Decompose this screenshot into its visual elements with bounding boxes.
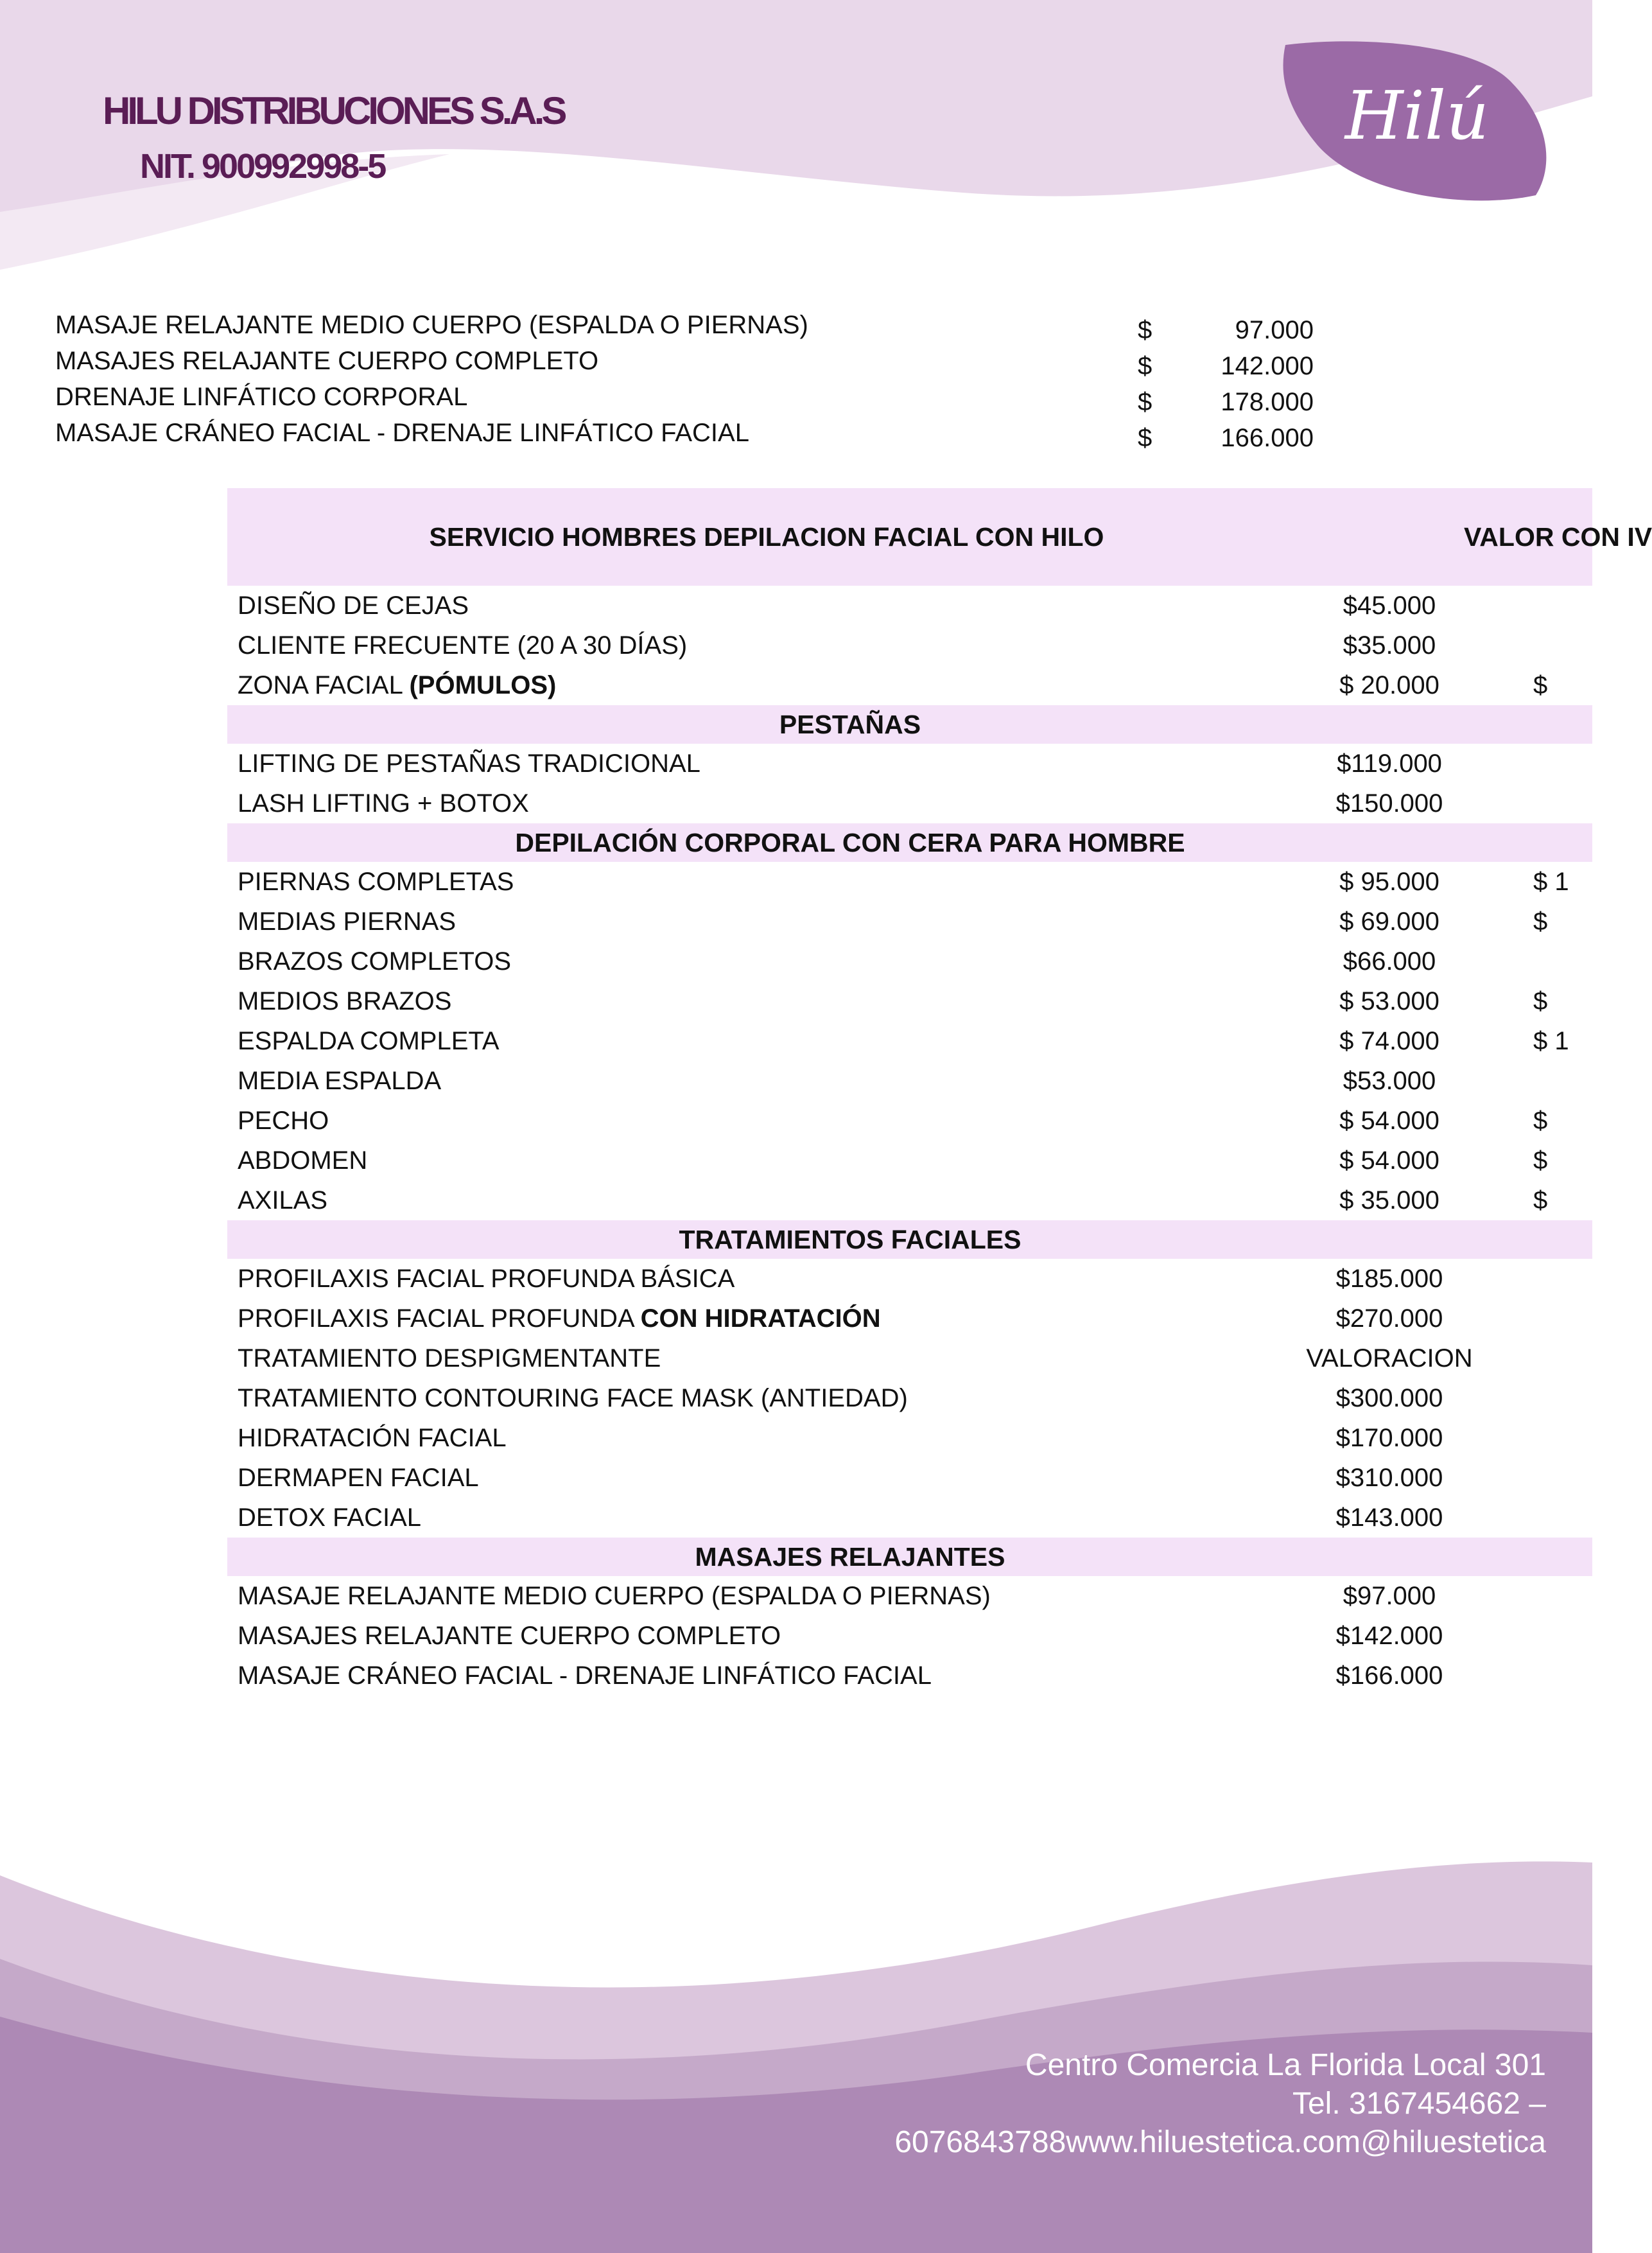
service-extra [1473, 784, 1592, 823]
service-name: LASH LIFTING + BOTOX [238, 789, 529, 818]
service-price: $300.000 [1335, 1383, 1443, 1412]
service-name: MEDIAS PIERNAS [238, 907, 456, 936]
table-header-row [227, 488, 1592, 586]
service-price: $ 95.000 [1339, 867, 1439, 896]
table-row [227, 1101, 1592, 1141]
service-extra: $ [1533, 907, 1548, 936]
service-extra: $ [1533, 986, 1548, 1015]
service-extra: $ 1 [1533, 867, 1569, 896]
service-extra [1473, 1259, 1592, 1299]
service-name: PROFILAXIS FACIAL PROFUNDA BÁSICA [238, 1264, 735, 1293]
table-row [227, 981, 1592, 1021]
service-price: $185.000 [1335, 1264, 1443, 1293]
service-name: MEDIOS BRAZOS [238, 986, 452, 1015]
service-name: ZONA FACIAL [238, 671, 410, 699]
service-extra: $ [1533, 1106, 1548, 1135]
service-name: PIERNAS COMPLETAS [238, 867, 514, 896]
service-extra: $ 1 [1533, 1026, 1569, 1055]
footer-contact [776, 2046, 1546, 2162]
top-item-value: 178.000 [1221, 388, 1314, 416]
logo-wordmark: Hilú [1344, 76, 1490, 155]
table-row [227, 744, 1592, 784]
service-name: ABDOMEN [238, 1146, 368, 1175]
table-row [227, 586, 1592, 626]
service-price: $ 74.000 [1339, 1026, 1439, 1055]
service-extra [1473, 1378, 1592, 1418]
section-title-depilacion: DEPILACIÓN CORPORAL CON CERA PARA HOMBRE [227, 823, 1473, 862]
service-name: ESPALDA COMPLETA [238, 1026, 500, 1055]
service-price: $ 69.000 [1339, 907, 1439, 936]
table-row [227, 1656, 1592, 1696]
hilu-logo [1279, 36, 1555, 203]
service-price: $35.000 [1343, 631, 1436, 660]
service-price: $ 20.000 [1339, 671, 1439, 699]
table-row [227, 942, 1592, 981]
footer-address: Centro Comercia La Florida Local 301 [1025, 2048, 1546, 2082]
table-row [227, 784, 1592, 823]
top-list-item [55, 419, 1314, 455]
top-item-desc: MASAJES RELAJANTE CUERPO COMPLETO [55, 347, 599, 375]
service-name: AXILAS [238, 1186, 328, 1214]
service-name: TRATAMIENTO CONTOURING FACE MASK (ANTIEDAD) [238, 1383, 908, 1412]
service-price: $142.000 [1335, 1621, 1443, 1650]
top-list-item [55, 311, 1314, 347]
service-name: HIDRATACIÓN FACIAL [238, 1423, 507, 1452]
service-extra [1473, 1576, 1592, 1616]
top-item-currency: $ [1138, 316, 1152, 344]
service-name: LIFTING DE PESTAÑAS TRADICIONAL [238, 749, 700, 778]
service-extra [1473, 626, 1592, 665]
service-price: $ 54.000 [1339, 1106, 1439, 1135]
table-row [227, 1141, 1592, 1180]
table-row [227, 1378, 1592, 1418]
service-extra [1473, 942, 1592, 981]
top-list-item [55, 383, 1314, 419]
table-row [227, 1259, 1592, 1299]
top-price-list [55, 311, 1314, 455]
service-extra: $ [1533, 1146, 1548, 1175]
service-name: PECHO [238, 1106, 329, 1135]
service-extra [1473, 1061, 1592, 1101]
service-price: VALORACION [1306, 1344, 1473, 1372]
service-price: $150.000 [1335, 789, 1443, 818]
service-price: $53.000 [1343, 1066, 1436, 1095]
section-header-row [227, 1538, 1592, 1576]
section-title-masajes: MASAJES RELAJANTES [227, 1538, 1473, 1576]
table-row [227, 1498, 1592, 1538]
service-price: $66.000 [1343, 947, 1436, 976]
service-extra [1473, 586, 1592, 626]
table-row [227, 1616, 1592, 1656]
service-price: $119.000 [1337, 749, 1442, 778]
table-row [227, 1576, 1592, 1616]
table-header-value: VALOR CON IV [1306, 488, 1592, 586]
section-title-tratamientos: TRATAMIENTOS FACIALES [227, 1220, 1473, 1259]
service-price: $143.000 [1335, 1503, 1443, 1532]
section-title-pestanas: PESTAÑAS [227, 705, 1473, 744]
top-list-item [55, 347, 1314, 383]
services-price-table [227, 488, 1652, 1696]
service-extra [1473, 1498, 1592, 1538]
service-extra [1473, 1458, 1592, 1498]
service-name: MASAJES RELAJANTE CUERPO COMPLETO [238, 1621, 781, 1650]
table-row [227, 665, 1592, 705]
top-item-value: 166.000 [1221, 424, 1314, 452]
table-row [227, 626, 1592, 665]
service-name: TRATAMIENTO DESPIGMENTANTE [238, 1344, 661, 1372]
service-name-cell [227, 665, 1306, 705]
service-name: CLIENTE FRECUENTE (20 A 30 DÍAS) [238, 631, 688, 660]
top-item-currency: $ [1138, 424, 1152, 452]
section-header-row [227, 1220, 1592, 1259]
top-item-desc: MASAJE RELAJANTE MEDIO CUERPO (ESPALDA O PIERNAS) [55, 311, 808, 339]
service-name: DETOX FACIAL [238, 1503, 422, 1532]
service-extra [1473, 1299, 1592, 1338]
service-extra [1473, 1418, 1592, 1458]
service-name: MASAJE CRÁNEO FACIAL - DRENAJE LINFÁTICO FACIAL [238, 1661, 932, 1690]
service-name: DERMAPEN FACIAL [238, 1463, 479, 1492]
service-extra [1473, 1616, 1592, 1656]
table-header-service: SERVICIO HOMBRES DEPILACION FACIAL CON HILO [227, 488, 1306, 586]
service-price: $166.000 [1335, 1661, 1443, 1690]
service-name: BRAZOS COMPLETOS [238, 947, 512, 976]
service-price: $ 54.000 [1339, 1146, 1439, 1175]
service-extra: $ [1533, 1186, 1548, 1214]
section-header-row [227, 705, 1592, 744]
service-name: PROFILAXIS FACIAL PROFUNDA [238, 1304, 641, 1333]
service-price: $310.000 [1335, 1463, 1443, 1492]
table-row [227, 1061, 1592, 1101]
table-row [227, 902, 1592, 942]
service-price: $ 53.000 [1339, 986, 1439, 1015]
top-item-currency: $ [1138, 352, 1152, 380]
service-name-bold: CON HIDRATACIÓN [640, 1304, 881, 1333]
service-price: $270.000 [1335, 1304, 1443, 1333]
table-row [227, 1418, 1592, 1458]
service-extra: $ [1533, 671, 1548, 699]
top-item-desc: MASAJE CRÁNEO FACIAL - DRENAJE LINFÁTICO FACIAL [55, 419, 749, 447]
top-item-value: 142.000 [1221, 352, 1314, 380]
footer-phone: Tel. 3167454662 – [1292, 2087, 1546, 2121]
service-name: DISEÑO DE CEJAS [238, 591, 469, 620]
service-price: $45.000 [1343, 591, 1436, 620]
service-extra [1473, 744, 1592, 784]
service-name: MASAJE RELAJANTE MEDIO CUERPO (ESPALDA O PIERNAS) [238, 1581, 991, 1610]
table-row [227, 1180, 1592, 1220]
service-name-cell [227, 1299, 1306, 1338]
footer-web-social: 6076843788www.hiluestetica.com@hiluestetica [894, 2125, 1546, 2159]
section-header-row [227, 823, 1592, 862]
table-row [227, 1338, 1592, 1378]
service-price: $97.000 [1343, 1581, 1436, 1610]
service-name-bold: (PÓMULOS) [409, 671, 557, 699]
top-item-value: 97.000 [1235, 316, 1314, 344]
service-name: MEDIA ESPALDA [238, 1066, 442, 1095]
service-price: $ 35.000 [1339, 1186, 1439, 1214]
table-row [227, 1458, 1592, 1498]
table-row [227, 862, 1592, 902]
top-item-desc: DRENAJE LINFÁTICO CORPORAL [55, 383, 468, 411]
top-item-currency: $ [1138, 388, 1152, 416]
company-nit: NIT. 900992998-5 [140, 147, 385, 186]
company-name: HILU DISTRIBUCIONES S.A.S [103, 89, 564, 132]
service-extra [1473, 1338, 1592, 1378]
table-row [227, 1299, 1592, 1338]
table-row [227, 1021, 1592, 1061]
service-extra [1473, 1656, 1592, 1696]
service-price: $170.000 [1335, 1423, 1443, 1452]
